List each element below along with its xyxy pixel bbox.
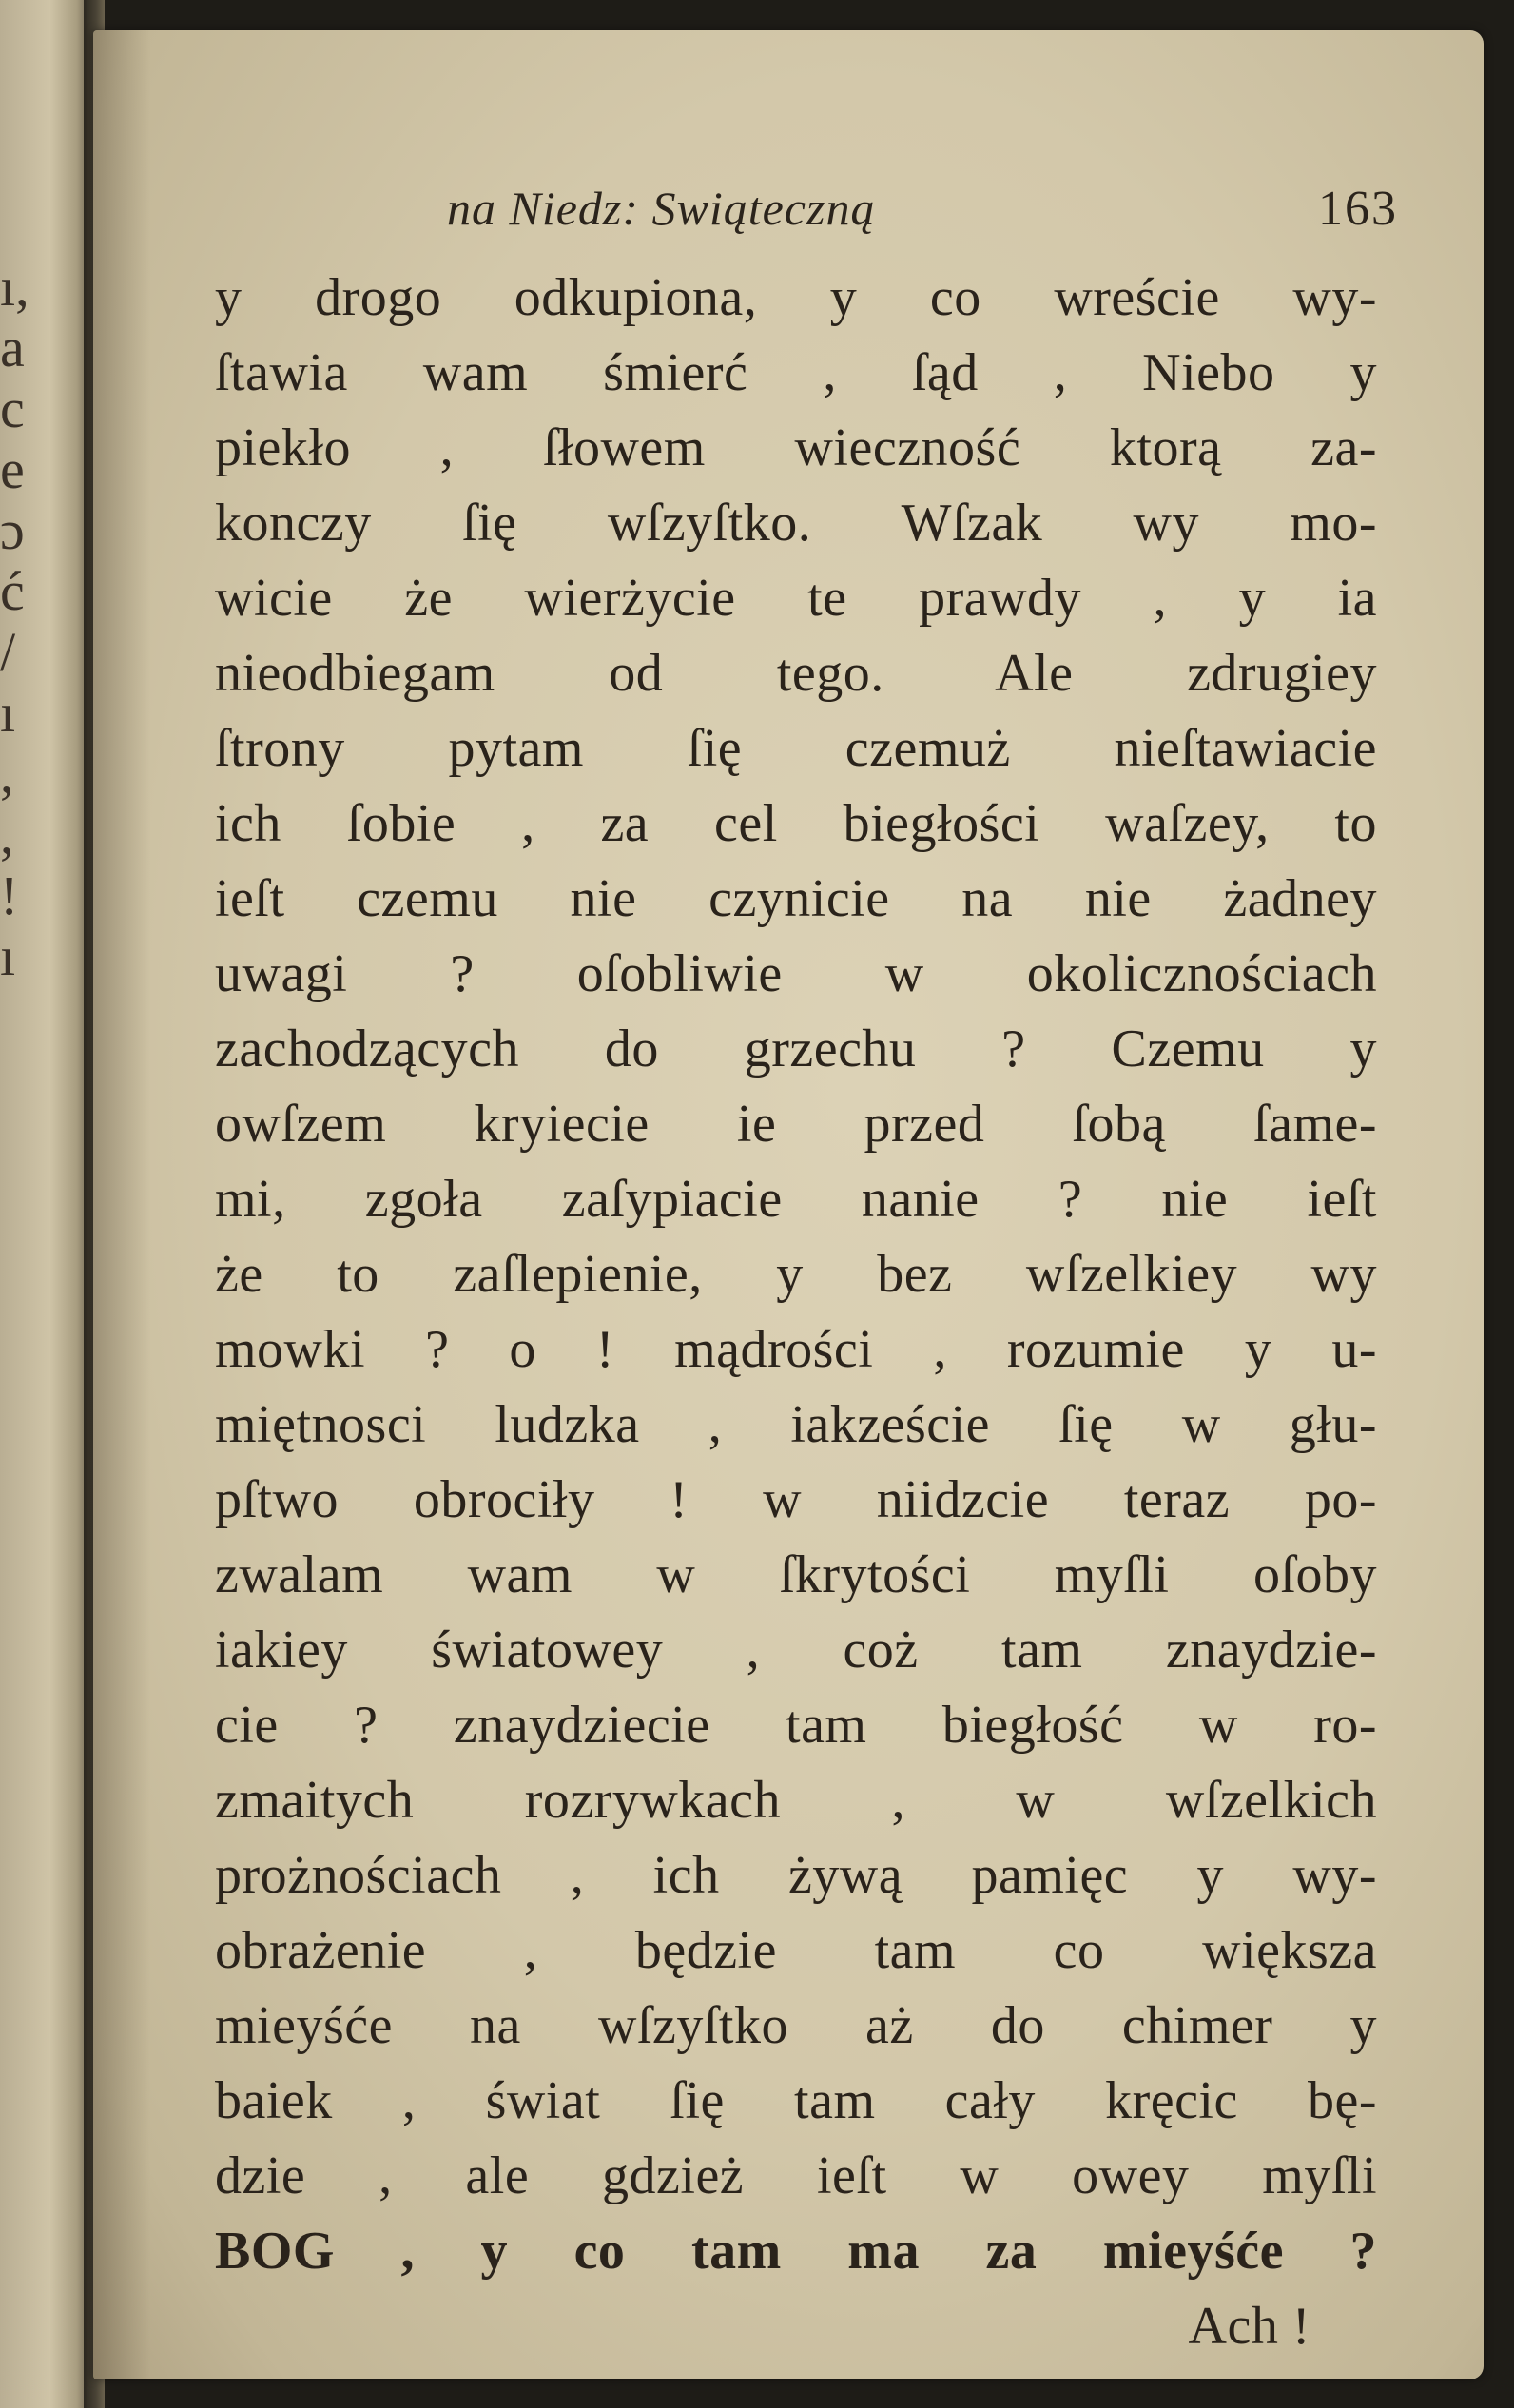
text-line: iakiey światowey , coż tam znaydzie-: [215, 1621, 1377, 1680]
fragment-char: c: [0, 378, 25, 439]
page-header: [447, 181, 1398, 253]
fragment-char: /: [0, 621, 16, 683]
text-line: mi, zgoła zaſypiacie nanie ? nie ieſt: [215, 1170, 1377, 1229]
previous-page-fragments: [0, 257, 38, 987]
fragment-char: ć: [0, 560, 25, 622]
text-line: ſtawia wam śmierć , ſąd , Niebo y: [215, 343, 1377, 402]
text-line: zmaitych rozrywkach , w wſzelkich: [215, 1771, 1377, 1830]
text-line: obrażenie , będzie tam co większa: [215, 1921, 1377, 1980]
text-line: mieyśće na wſzyſtko aż do chimer y: [215, 1996, 1377, 2055]
fragment-char: ɔ: [0, 499, 25, 561]
text-line: zachodzących do grzechu ? Czemu y: [215, 1020, 1377, 1078]
text-line: dzie , ale gdzież ieſt w owey myſli: [215, 2146, 1377, 2205]
fragment-char: ı: [0, 925, 16, 987]
text-line: wicie że wierżycie te prawdy , y ia: [215, 569, 1377, 628]
text-line: zwalam wam w ſkrytości myſli oſoby: [215, 1545, 1377, 1604]
text-line: miętnosci ludzka , iakzeście ſię w głu-: [215, 1395, 1377, 1454]
fragment-char: ı: [0, 682, 16, 744]
fragment-char: !: [0, 864, 19, 926]
text-line: baiek , świat ſię tam cały kręcic bę-: [215, 2071, 1377, 2130]
previous-page-edge: [0, 0, 90, 2408]
text-line: y drogo odkupiona, y co wreście wy-: [215, 268, 1377, 327]
text-line: cie ? znaydziecie tam biegłość w ro-: [215, 1696, 1377, 1755]
body-text: [215, 261, 1377, 2364]
fragment-char: ,: [0, 743, 14, 805]
text-line: ſtrony pytam ſię czemuż nieſtawiacie: [215, 719, 1377, 778]
book-page: [93, 30, 1484, 2379]
text-line: BOG , y co tam ma za mieyśće ?: [215, 2222, 1377, 2281]
catchword: Ach !: [1188, 2297, 1310, 2356]
fragment-char: a: [0, 317, 25, 379]
text-line: nieodbiegam od tego. Ale zdrugiey: [215, 644, 1377, 703]
text-line: pſtwo obrociły ! w niidzcie teraz po-: [215, 1470, 1377, 1529]
text-line: prożnościach , ich żywą pamięc y wy-: [215, 1846, 1377, 1905]
text-line: uwagi ? oſobliwie w okolicznościach: [215, 944, 1377, 1003]
fragment-char: e: [0, 438, 25, 500]
text-line: ieſt czemu nie czynicie na nie żadney: [215, 869, 1377, 928]
text-line: że to zaſlepienie, y bez wſzelkiey wy: [215, 1245, 1377, 1304]
text-line: mowki ? o ! mądrości , rozumie y u-: [215, 1320, 1377, 1379]
text-line: konczy ſię wſzyſtko. Wſzak wy mo-: [215, 494, 1377, 553]
fragment-char: ,: [0, 804, 14, 865]
fragment-char: ı,: [0, 256, 29, 318]
text-line: owſzem kryiecie ie przed ſobą ſame-: [215, 1095, 1377, 1154]
text-line: piekło , ſłowem wieczność ktorą za-: [215, 418, 1377, 477]
running-head: na Niedz: Swiąteczną: [447, 182, 876, 235]
page-number: 163: [1318, 182, 1398, 236]
text-line: ich ſobie , za cel biegłości waſzey, to: [215, 794, 1377, 853]
